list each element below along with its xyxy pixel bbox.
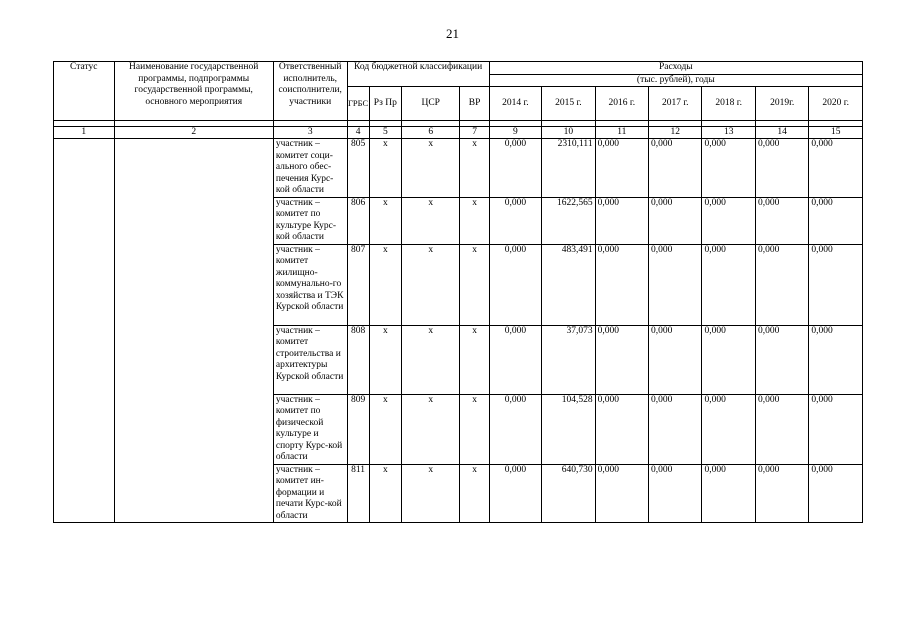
value-cell: 0,000 [649,197,702,244]
value-cell: 0,000 [489,325,541,394]
header-expenses [489,62,862,75]
header-vr: ВР [460,87,489,121]
header-responsible: Ответственный исполнитель, соисполнители, участники [273,62,347,121]
value-cell: 2310,111 [542,139,595,198]
status-cell [54,139,115,523]
grbs-cell: 808 [347,325,369,394]
value-cell: 0,000 [595,394,648,464]
vr-cell: х [460,244,489,325]
csr-cell: х [401,394,459,464]
csr-cell: х [401,464,459,523]
value-cell: 0,000 [489,197,541,244]
csr-cell: х [401,325,459,394]
column-number: 10 [542,127,595,139]
responsible-cell: участник – комитет по физической культуре и спорту Курс-кой области [273,394,347,464]
grbs-cell: 805 [347,139,369,198]
grbs-cell: 809 [347,394,369,464]
program-name-cell [114,139,273,523]
value-cell: 0,000 [809,394,863,464]
vr-cell: х [460,464,489,523]
value-cell: 0,000 [755,139,808,198]
column-number: 3 [273,127,347,139]
csr-cell: х [401,139,459,198]
column-number: 9 [489,127,541,139]
grbs-cell: 811 [347,464,369,523]
responsible-cell: участник – комитет ин-формации и печати Курс-кой области [273,464,347,523]
value-cell: 0,000 [755,197,808,244]
column-number: 5 [369,127,401,139]
column-number: 6 [401,127,459,139]
grbs-cell: 807 [347,244,369,325]
rzpr-cell: х [369,464,401,523]
column-numbers-row [54,127,863,139]
value-cell: 0,000 [702,464,755,523]
value-cell: 640,730 [542,464,595,523]
vr-cell: х [460,325,489,394]
value-cell: 0,000 [755,394,808,464]
rzpr-cell: х [369,394,401,464]
csr-cell: х [401,197,459,244]
value-cell: 0,000 [755,464,808,523]
value-cell: 0,000 [595,244,648,325]
vr-cell: х [460,394,489,464]
value-cell: 0,000 [595,197,648,244]
responsible-cell: участник – комитет строительства и архитектуры Курской области [273,325,347,394]
column-number: 13 [702,127,755,139]
value-cell: 0,000 [755,325,808,394]
column-number: 1 [54,127,115,139]
value-cell: 0,000 [595,139,648,198]
column-number: 12 [649,127,702,139]
header-year: 2018 г. [702,87,755,121]
value-cell: 0,000 [489,394,541,464]
csr-cell: х [401,244,459,325]
value-cell: 0,000 [809,197,863,244]
column-number: 7 [460,127,489,139]
header-budget-code: Код бюджетной классификации [347,62,489,87]
column-number: 14 [755,127,808,139]
header-rzpr: Рз Пр [369,87,401,121]
vr-cell: х [460,197,489,244]
value-cell: 0,000 [649,464,702,523]
grbs-cell: 806 [347,197,369,244]
value-cell: 0,000 [809,325,863,394]
value-cell: 0,000 [489,464,541,523]
header-status: Статус [54,62,115,121]
responsible-cell: участник – комитет соци-ального обес-печения Курс-кой области [273,139,347,198]
value-cell: 0,000 [809,244,863,325]
value-cell: 104,528 [542,394,595,464]
value-cell: 0,000 [649,139,702,198]
budget-table [53,61,863,523]
column-number: 2 [114,127,273,139]
value-cell: 0,000 [702,394,755,464]
value-cell: 0,000 [702,244,755,325]
value-cell: 483,491 [542,244,595,325]
rzpr-cell: х [369,197,401,244]
rzpr-cell: х [369,325,401,394]
value-cell: 0,000 [489,139,541,198]
value-cell: 0,000 [809,139,863,198]
value-cell: 0,000 [489,244,541,325]
value-cell: 1622,565 [542,197,595,244]
header-year: 2019г. [755,87,808,121]
header-grbs: ГРБС [347,87,369,121]
header-program-name: Наименование государственной программы, подпрограммы государственной программы, основного мероприятия [114,62,273,121]
header-expenses-title: Расходы [659,62,693,72]
column-number: 11 [595,127,648,139]
rzpr-cell: х [369,244,401,325]
table-row [54,139,863,198]
header-year: 2020 г. [809,87,863,121]
value-cell: 0,000 [649,244,702,325]
value-cell: 0,000 [702,197,755,244]
value-cell: 37,073 [542,325,595,394]
value-cell: 0,000 [649,394,702,464]
header-year: 2014 г. [489,87,541,121]
value-cell: 0,000 [595,325,648,394]
column-number: 15 [809,127,863,139]
header-year: 2016 г. [595,87,648,121]
value-cell: 0,000 [755,244,808,325]
value-cell: 0,000 [702,325,755,394]
column-number: 4 [347,127,369,139]
header-year: 2015 г. [542,87,595,121]
header-expenses-subtitle: (тыс. рублей), годы [489,74,862,87]
header-year: 2017 г. [649,87,702,121]
value-cell: 0,000 [649,325,702,394]
rzpr-cell: х [369,139,401,198]
value-cell: 0,000 [702,139,755,198]
table-body [54,139,863,523]
vr-cell: х [460,139,489,198]
value-cell: 0,000 [595,464,648,523]
responsible-cell: участник – комитет жилищно-коммунально-го хозяйства и ТЭК Курской области [273,244,347,325]
page-number: 21 [446,26,459,41]
value-cell: 0,000 [809,464,863,523]
header-csr: ЦСР [401,87,459,121]
responsible-cell: участник – комитет по культуре Курс-кой области [273,197,347,244]
